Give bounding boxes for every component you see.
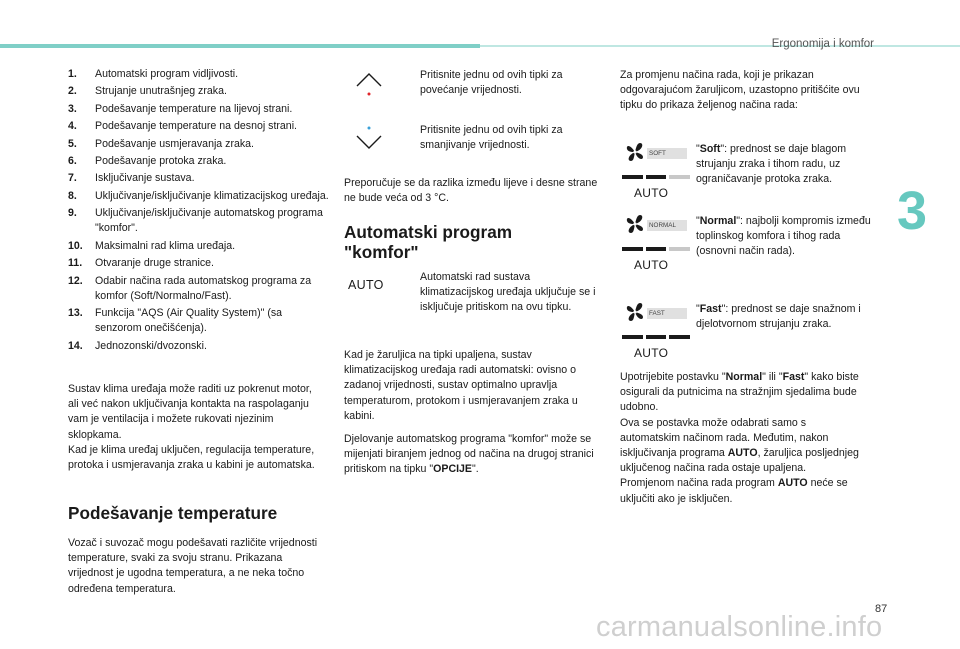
legend-item-number: 10.	[68, 239, 83, 252]
mode-level-bar	[669, 175, 690, 179]
mode-name: Fast	[699, 303, 722, 315]
mode-level-bars	[622, 247, 690, 251]
mode-tag: NORMAL	[647, 220, 687, 231]
legend-item	[68, 274, 330, 304]
outro-k: neće se uključiti ako je isključen.	[620, 477, 848, 505]
legend-item-number: 14.	[68, 339, 83, 352]
legend-item	[68, 206, 330, 236]
legend-item	[68, 154, 330, 169]
outro-f: Ova se postavka može odabrati samo s automatskim načinom rada. Međutim, nakon isključivanja programa	[620, 416, 829, 460]
legend-item-text: Funkcija "AQS (Air Quality System)" (sa senzorom onečišćenja).	[95, 307, 283, 335]
legend-item	[68, 189, 330, 204]
legend-item-number: 9.	[68, 207, 77, 220]
bullet-icon	[398, 270, 420, 316]
mode-auto-label: AUTO	[634, 186, 669, 200]
page-number: 87	[875, 603, 888, 615]
outro-i: Promjenom načina rada program	[620, 477, 778, 490]
legend-item	[68, 102, 330, 117]
legend-item-text: Podešavanje protoka zraka.	[95, 154, 227, 167]
fan-icon	[624, 212, 646, 236]
header-accent-bar	[0, 44, 480, 48]
legend-item	[68, 67, 330, 82]
increase-arrow-icon	[353, 72, 385, 98]
outro-fast: Fast	[782, 371, 805, 383]
auto-paragraphs	[344, 348, 602, 483]
auto-paragraph-2	[344, 432, 602, 478]
fan-icon	[624, 140, 646, 164]
mode-desc: : prednost se daje snažnom i djelotvornom strujanju zraka.	[696, 303, 861, 331]
legend-item	[68, 306, 330, 336]
recommend-paragraph: Preporučuje se da razlika između lijeve i desne strane ne bude veća od 3 °C.	[344, 177, 598, 205]
legend-item-number: 6.	[68, 154, 77, 167]
auto-paragraph-2-a: Djelovanje automatskog programa "komfor" može se mijenjati biranjem jednog od načina na drugoj stranici pritiskom na tipku "	[344, 433, 594, 476]
legend-item-text: Jednozonski/dvozonski.	[95, 339, 207, 352]
legend-item-text: Uključivanje/isključivanje klimatizacijskog uređaja.	[95, 189, 329, 202]
intro-paragraph-1: Sustav klima uređaja može raditi uz pokrenut motor, ali već nakon uključivanja kontakta na raspolaganju vam je ventilacija i možete rukovati njezinim sklopkama.	[68, 383, 312, 441]
outro-normal: Normal	[725, 371, 763, 383]
mode-auto-label: AUTO	[634, 258, 669, 272]
legend-item-number: 7.	[68, 172, 77, 185]
legend-item-text: Uključivanje/isključivanje automatskog programa "komfor".	[95, 207, 323, 235]
legend-item	[68, 84, 330, 99]
outro-auto-1: AUTO	[727, 447, 758, 460]
bullet-icon	[398, 123, 420, 153]
mode-fast-icon	[622, 300, 692, 370]
mode-intro: Za promjenu načina rada, koji je prikazan odgovarajućom žaruljicom, uzastopno pritišćite ovu tipku do prikaza željenog načina rada:	[620, 69, 860, 112]
mode-outro	[620, 370, 868, 507]
mode-level-bar	[669, 335, 690, 339]
legend-item-number: 8.	[68, 189, 77, 202]
legend-item-text: Maksimalni rad klima uređaja.	[95, 239, 236, 252]
mode-level-bars	[622, 175, 690, 179]
legend-item-number: 5.	[68, 137, 77, 150]
outro-usage	[620, 370, 868, 416]
legend-item-text: Podešavanje temperature na lijevoj strani.	[95, 102, 293, 115]
legend-item-number: 1.	[68, 68, 77, 80]
auto-instruction	[398, 270, 598, 316]
mode-level-bar	[622, 247, 643, 251]
legend-item	[68, 339, 330, 354]
legend-item-text: Automatski program vidljivosti.	[95, 68, 239, 80]
heading-auto-program: Automatski program "komfor"	[344, 222, 513, 262]
legend-item	[68, 137, 330, 152]
legend-item-number: 12.	[68, 274, 83, 287]
mode-level-bar	[646, 175, 667, 179]
legend-item-number: 3.	[68, 102, 77, 115]
increase-text: Pritisnite jednu od ovih tipki za povećanje vrijednosti.	[420, 69, 563, 97]
mode-level-bar	[669, 247, 690, 251]
chapter-number: 3	[897, 181, 928, 241]
outro-c: " ili "	[762, 371, 783, 383]
legend-item-number: 13.	[68, 307, 83, 320]
mode-soft-icon	[622, 140, 692, 210]
watermark: carmanualsonline.info	[596, 611, 883, 643]
decrease-arrow-icon	[353, 124, 385, 150]
mode-soft-description: "Soft": prednost se daje blagom strujanju zraka i tihom radu, uz ograničavanje protoka zraka.	[696, 143, 847, 186]
decrease-text: Pritisnite jednu od ovih tipki za smanjivanje vrijednosti.	[420, 124, 563, 152]
auto-text: Automatski rad sustava klimatizacijskog uređaja uključuje se i isključuje pritiskom na ovu tipku.	[420, 271, 596, 314]
increase-instruction	[398, 68, 598, 98]
outro-e: " kako biste osigurali da putnicima na stražnjim sjedalima bude udobno.	[620, 371, 859, 414]
legend-list	[68, 67, 330, 356]
mode-auto-label: AUTO	[634, 346, 669, 360]
mode-level-bars	[622, 335, 690, 339]
legend-item-number: 4.	[68, 120, 77, 133]
mode-level-bar	[622, 335, 643, 339]
mode-desc: : prednost se daje blagom strujanju zraka i tihom radu, uz ograničavanje protoka zraka.	[696, 143, 847, 186]
mode-name: Soft	[699, 143, 721, 155]
decrease-instruction	[398, 123, 598, 153]
legend-item	[68, 239, 330, 254]
legend-item-text: Podešavanje usmjeravanja zraka.	[95, 137, 254, 150]
intro-block	[68, 382, 324, 478]
mode-normal-icon	[622, 212, 692, 282]
legend-item-text: Otvaranje druge stranice.	[95, 257, 214, 270]
legend-item-text: Strujanje unutrašnjeg zraka.	[95, 85, 227, 98]
outro-auto-only	[620, 416, 868, 477]
outro-change	[620, 476, 868, 506]
intro-paragraph-2: Kad je klima uređaj uključen, regulacija temperature, protoka i usmjeravanja zraka u kabini je automatska.	[68, 443, 315, 472]
heading-temperature: Podešavanje temperature	[68, 503, 278, 523]
legend-item-number: 11.	[68, 257, 83, 270]
legend-item	[68, 171, 330, 186]
legend-item-text: Isključivanje sustava.	[95, 172, 195, 185]
outro-h: , žaruljica posljednjeg uključenog načina rada ostaje upaljena.	[620, 447, 859, 475]
bullet-icon	[398, 68, 420, 98]
legend-item	[68, 119, 330, 134]
mode-desc: : najbolji kompromis između toplinskog komfora i tihog rada (osnovni način rada).	[696, 215, 871, 258]
mode-tag: SOFT	[647, 148, 687, 159]
legend-item-text: Odabir načina rada automatskog programa za komfor (Soft/Normalno/Fast).	[95, 274, 312, 302]
mode-level-bar	[646, 335, 667, 339]
auto-paragraph-1: Kad je žaruljica na tipki upaljena, sustav klimatizacijskog uređaja radi automatski: ovisno o zadanoj vrijednosti, sustav optimalno upravlja temperaturom, protokom i usmjeravanjem zraka u kabini.	[344, 349, 578, 422]
section-title: Ergonomija i komfor	[771, 38, 874, 50]
temperature-paragraph: Vozač i suvozač mogu podešavati različite vrijednosti temperature, svaki za svoju stranu. Prikazana vrijednost je ugodna temperatura, a ne neka točno određena temperatura.	[68, 537, 318, 595]
mode-fast-description: "Fast": prednost se daje snažnom i djelotvornom strujanju zraka.	[696, 303, 861, 331]
legend-item-number: 2.	[68, 85, 77, 98]
legend-item-text: Podešavanje temperature na desnoj strani.	[95, 120, 297, 133]
options-key: OPCIJE	[433, 463, 472, 476]
outro-auto-2: AUTO	[777, 477, 808, 490]
mode-level-bar	[622, 175, 643, 179]
mode-normal-description: "Normal": najbolji kompromis između toplinskog komfora i tihog rada (osnovni način rada).	[696, 215, 871, 258]
header-accent-line	[480, 45, 960, 47]
legend-item	[68, 256, 330, 271]
mode-tag: FAST	[647, 308, 687, 319]
fan-icon	[624, 300, 646, 324]
mode-name: Normal	[699, 215, 737, 227]
auto-button-label: AUTO	[348, 278, 384, 292]
outro-a: Upotrijebite postavku "	[620, 371, 726, 383]
mode-level-bar	[646, 247, 667, 251]
auto-paragraph-2-c: ".	[472, 463, 479, 476]
